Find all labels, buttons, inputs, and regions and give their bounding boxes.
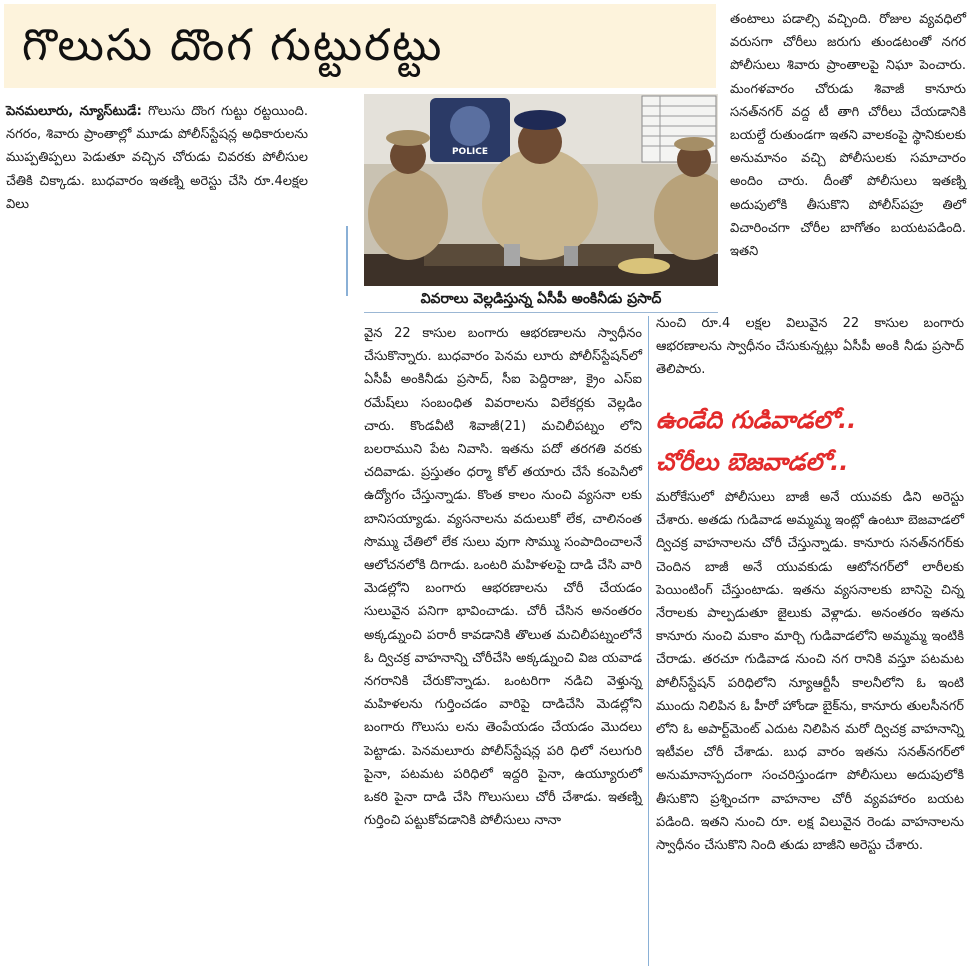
- column-divider: [346, 226, 348, 296]
- headline: గొలుసు దొంగ గుట్టురట్టు: [22, 20, 444, 71]
- badge-text: POLICE: [451, 147, 489, 157]
- headline-banner: [4, 4, 716, 88]
- right-column-continuation-text: నుంచి రూ.4 లక్షల విలువైన 22 కాసుల బంగారు ఆభరణాలను స్వాధీనం చేసుకున్నట్లు ఏసీపీ అంకి నీడు ప్రసాద్ తెలిపారు.: [656, 316, 964, 378]
- photo-caption: వివరాలు వెల్లడిస్తున్న ఏసీపీ అంకినీడు ప్రసాద్: [364, 286, 718, 313]
- right-column-continuation: [656, 312, 964, 382]
- lead-text: గొలుసు దొంగ గుట్టు రట్టయింది. నగరం, శివారు ప్రాంతాల్లో మూడు పోలీస్‌స్టేషన్ల అధికారులను ముప్పతిప్పలు పెడుతూ వచ్చిన చోరుడు చివరకు పోలీసుల చేతికి చిక్కాడు. బుధవారం ఇతణ్ని అరెస్టు చేసి రూ.4లక్షల విలు: [6, 104, 308, 212]
- subheading-line2: చోరీలు బెజవాడలో..: [656, 448, 849, 476]
- officers-photo: [364, 94, 718, 286]
- middle-column: [364, 322, 642, 832]
- news-photo: [364, 94, 718, 286]
- sub-story-text: మరోకేసులో పోలీసులు బాజీ అనే యువకు డిని అరెస్టు చేశారు. అతడు గుడివాడ అమ్మమ్మ ఇంట్లో ఉంటూ బెజవాడలో ద్విచక్ర వాహనాలను చోరీ చేస్తున్నాడు. కానూరు సనత్‌నగర్‌కు చెందిన బాజీ అనే యువకుడు ఆటోనగర్‌లో లారీలకు పెయింటింగ్ చేస్తుంటాడు. ఇతను వ్యసనాలకు బానిసై చిన్న నేరాలకు పాల్పడుతూ జైలుకు వెళ్లాడు. అనంతరం ఇతను కానూరు నుంచి మకాం మార్చి గుడివాడలోని అమ్మమ్మ ఇంటికి చేరాడు. తరచూ గుడివాడ నుంచి నగ రానికి వస్తూ పటమట పోలీస్‌స్టేషన్ పరిధిలోని న్యూఆర్టీసీ కాలనీలోని ఓ ఇంటి ముందు నిలిపిన ఓ హీరో హోండా బైక్‌ను, కానూరు తులసీనగర్ లోని ఓ అపార్ట్‌మెంట్ ఎదుట నిలిపిన మరో ద్విచక్ర వాహనాన్ని ఇటీవల చోరీ చేశాడు. బుధ వారం ఇతను సనత్‌నగర్‌లో అనుమానాస్పదంగా సంచరిస్తుండగా పోలీసులు అదుపులోకి తీసుకొని ప్రశ్నించగా వాహనాల చోరీ వ్యవహారం బయట పడింది. ఇతని నుంచి రూ. లక్ష విలువైన రెండు వాహనాలను స్వాధీనం చేసుకొని నింది తుడు బాజీని అరెస్టు చేశారు.: [656, 490, 964, 854]
- dateline: పెనమలూరు, న్యూస్‌టుడే:: [6, 104, 142, 119]
- right-column-top-text: తంటాలు పడాల్సి వచ్చింది. రోజుల వ్యవధిలో వరుసగా చోరీలు జరుగు తుండటంతో నగర పోలీసులు శివారు ప్రాంతాలపై నిఘా పెంచారు. మంగళవారం చోరుడు శివాజీ కానూరు సనత్‌నగర్ వద్ద టీ తాగి చోరీలు చేయడానికి బయల్దే రుతుండగా ఇతని వాలకంపై స్థానికులకు అనుమానం వచ్చి పోలీసులకు సమాచారం అందిం చారు. దీంతో పోలీసులు ఇతణ్ని అదుపులోకి తీసుకొని పోలీస్‌పహ్ర తిలో విచారించగా చోరీల బాగోతం బయటపడింది. ఇతని: [730, 12, 966, 260]
- sub-story: [656, 486, 964, 857]
- subheading-line1: ఉండేది గుడివాడలో..: [656, 406, 857, 434]
- right-column-top: [730, 8, 966, 263]
- lead-paragraph: [6, 100, 308, 216]
- column-divider-right: [648, 316, 649, 966]
- middle-column-text: వైన 22 కాసుల బంగారు ఆభరణాలను స్వాధీనం చేసుకొన్నారు. బుధవారం పెనమ లూరు పోలీస్‌స్టేషన్‌లో ఏసీపీ అంకినీడు ప్రసాద్, సీఐ పెద్దిరాజు, క్రైం ఎస్‌ఐ రమేష్‌లు సంబంధిత వివరాలను విలేకర్లకు వెల్లడిం చారు. కొండవీటి శివాజీ(21) మచిలీపట్నం లోని బలరాముని పేట నివాసి. ఇతను పదో తరగతి వరకు చదివాడు. ప్రస్తుతం ధర్మా కోల్ తయారు చేసే కంపెనీలో ఉద్యోగం చేస్తున్నాడు. కొంత కాలం నుంచి వ్యసనా లకు బానిసయ్యాడు. వ్యసనాలను వదులుకో లేక, చాలినంత సొమ్ము చేతిలో లేక సులు వుగా సొమ్ము సంపాదించాలనే ఆలోచనలోకి దిగాడు. ఒంటరి మహిళలపై దాడి చేసి వారి మెడల్లోని బంగారు ఆభరణాలను చోరీ చేయడం సులువైన పనిగా భావించాడు. చోరీ చేసిన అనంతరం అక్కడ్నుంచి పరారీ కావడానికి తొలుత మచిలీపట్నంలోనే ఓ ద్విచక్ర వాహనాన్ని చోరీచేసి అక్కడ్నుంచి విజ యవాడ నగరానికి చేరుకొన్నాడు. ఒంటరిగా నడిచి వెళ్తున్న మహిళలను గుర్తించడం వారిపై దాడిచేసి మెడల్లోని బంగారు గొలుసు లను తెంపేయడం చేయడం మొదలు పెట్టాడు. పెనమలూరు పోలీస్‌స్టేషన్ల పరి ధిలో నలుగురి పైనా, పటమట పరిధిలో ఇద్దరి పైనా, ఉయ్యూరులో ఒకరి పైనా దాడి చేసి గొలుసులు చోరీ చేశాడు. ఇతణ్ని గుర్తించి పట్టుకోవడానికి పోలీసులు నానా: [364, 326, 642, 829]
